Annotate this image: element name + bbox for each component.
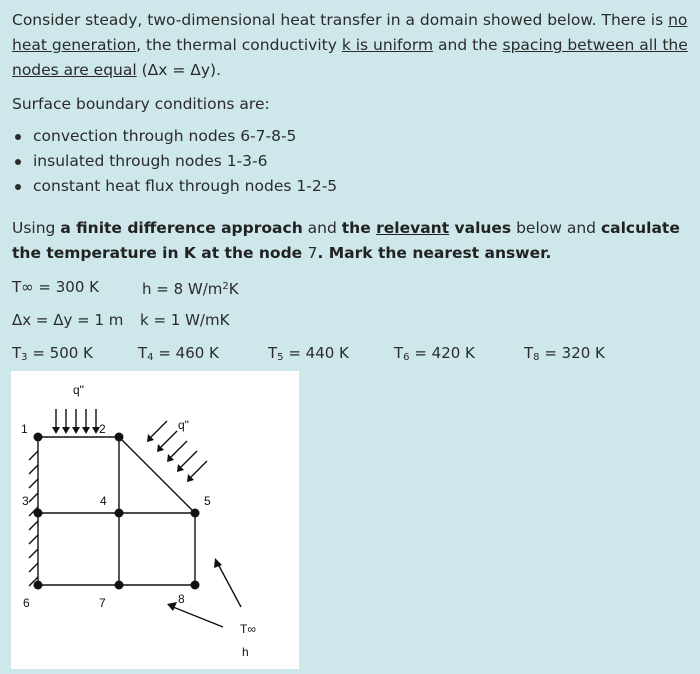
boundary-item-insulated: insulated through nodes 1-3-6 bbox=[12, 149, 337, 174]
value-t6-sub: 6 bbox=[403, 352, 410, 363]
node-label-1: 1 bbox=[21, 422, 28, 436]
value-k: k = 1 W/mK bbox=[140, 311, 230, 329]
value-t8 bbox=[524, 343, 605, 368]
task-statement bbox=[12, 216, 688, 266]
intro-text-3: and the bbox=[433, 36, 503, 54]
task-bold-calculate: calculate the temperature in K at the node bbox=[12, 219, 680, 262]
insulation-hatch bbox=[29, 451, 38, 586]
boundary-item-convection: convection through nodes 6-7-8-5 bbox=[12, 124, 337, 149]
value-t8-sym: T bbox=[524, 344, 534, 362]
node-3 bbox=[34, 509, 43, 518]
value-t3-val: = 500 K bbox=[27, 344, 93, 362]
edge-2-5-diagonal bbox=[119, 437, 195, 513]
node-label-6: 6 bbox=[23, 596, 30, 610]
value-h-sup: 2 bbox=[222, 281, 229, 292]
node-label-4: 4 bbox=[100, 494, 107, 508]
value-t3-sub: 3 bbox=[21, 352, 28, 363]
value-t5-sub: 5 bbox=[277, 352, 284, 363]
value-t3-sym: T bbox=[12, 344, 22, 362]
value-t3 bbox=[12, 343, 93, 368]
value-dx-dy: Δx = Δy = 1 m bbox=[12, 311, 124, 329]
node-5 bbox=[191, 509, 200, 518]
value-t5 bbox=[268, 343, 349, 368]
value-t4-sym: T bbox=[138, 344, 148, 362]
convection-arrowhead-lower bbox=[167, 602, 177, 611]
boundary-list bbox=[12, 124, 337, 199]
problem-intro bbox=[12, 8, 688, 83]
boundary-item-heat-flux: constant heat flux through nodes 1-2-5 bbox=[12, 174, 337, 199]
convection-arrow-lower bbox=[173, 607, 223, 627]
node-4 bbox=[115, 509, 124, 518]
value-t4-val: = 460 K bbox=[153, 344, 219, 362]
value-t5-sym: T bbox=[268, 344, 278, 362]
flux-label-top: q" bbox=[73, 383, 84, 397]
flux-label-diagonal: q" bbox=[178, 418, 189, 432]
node-label-7: 7 bbox=[99, 596, 106, 610]
intro-underline-k-uniform: k is uniform bbox=[341, 36, 434, 54]
task-bold-the: the bbox=[341, 219, 377, 237]
node-label-5: 5 bbox=[204, 494, 211, 508]
task-bold-values: values bbox=[449, 219, 512, 237]
intro-text-1: Consider steady, two-dimensional heat transfer in a domain showed below. There is bbox=[12, 11, 669, 29]
node-8 bbox=[191, 581, 200, 590]
intro-text-4: (Δx = Δy). bbox=[136, 61, 222, 79]
task-text-2: and bbox=[302, 219, 342, 237]
intro-underline-spacing-equal: spacing between all the nodes are equal bbox=[12, 36, 688, 79]
node-diagram bbox=[11, 371, 299, 669]
task-text-3: below and bbox=[511, 219, 601, 237]
convection-arrowhead-upper bbox=[214, 558, 222, 568]
value-t4-sub: 4 bbox=[147, 352, 154, 363]
node-7 bbox=[115, 581, 124, 590]
task-bold-relevant: relevant bbox=[376, 219, 450, 237]
value-h-unit: K bbox=[228, 280, 239, 298]
intro-text-2: , the thermal conductivity bbox=[136, 36, 342, 54]
intro-underline-no-heat-generation: no heat generation bbox=[12, 11, 688, 54]
h-label: h bbox=[242, 645, 249, 659]
node-label-3: 3 bbox=[22, 494, 29, 508]
value-t4 bbox=[138, 343, 219, 368]
value-t6-val: = 420 K bbox=[409, 344, 475, 362]
node-label-2: 2 bbox=[99, 422, 106, 436]
value-t5-val: = 440 K bbox=[283, 344, 349, 362]
value-t8-sub: 8 bbox=[533, 352, 540, 363]
node-6 bbox=[34, 581, 43, 590]
task-bold-fda: a finite difference approach bbox=[60, 219, 303, 237]
task-text-1: Using bbox=[12, 219, 61, 237]
value-t-inf: T∞ = 300 K bbox=[12, 278, 99, 296]
node-label-8: 8 bbox=[178, 592, 185, 606]
value-h bbox=[142, 277, 239, 299]
value-t6-sym: T bbox=[394, 344, 404, 362]
value-t8-val: = 320 K bbox=[539, 344, 605, 362]
value-t6 bbox=[394, 343, 475, 368]
task-bold-nearest: . Mark the nearest answer. bbox=[317, 244, 552, 262]
top-flux-arrows bbox=[56, 409, 96, 429]
task-node-number: 7 bbox=[307, 244, 318, 262]
node-1 bbox=[34, 433, 43, 442]
boundary-heading: Surface boundary conditions are: bbox=[12, 95, 270, 113]
convection-arrow-upper bbox=[218, 564, 241, 607]
t-inf-label: T∞ bbox=[240, 622, 256, 636]
value-h-text: h = 8 W/m bbox=[142, 280, 223, 298]
node-2 bbox=[115, 433, 124, 442]
